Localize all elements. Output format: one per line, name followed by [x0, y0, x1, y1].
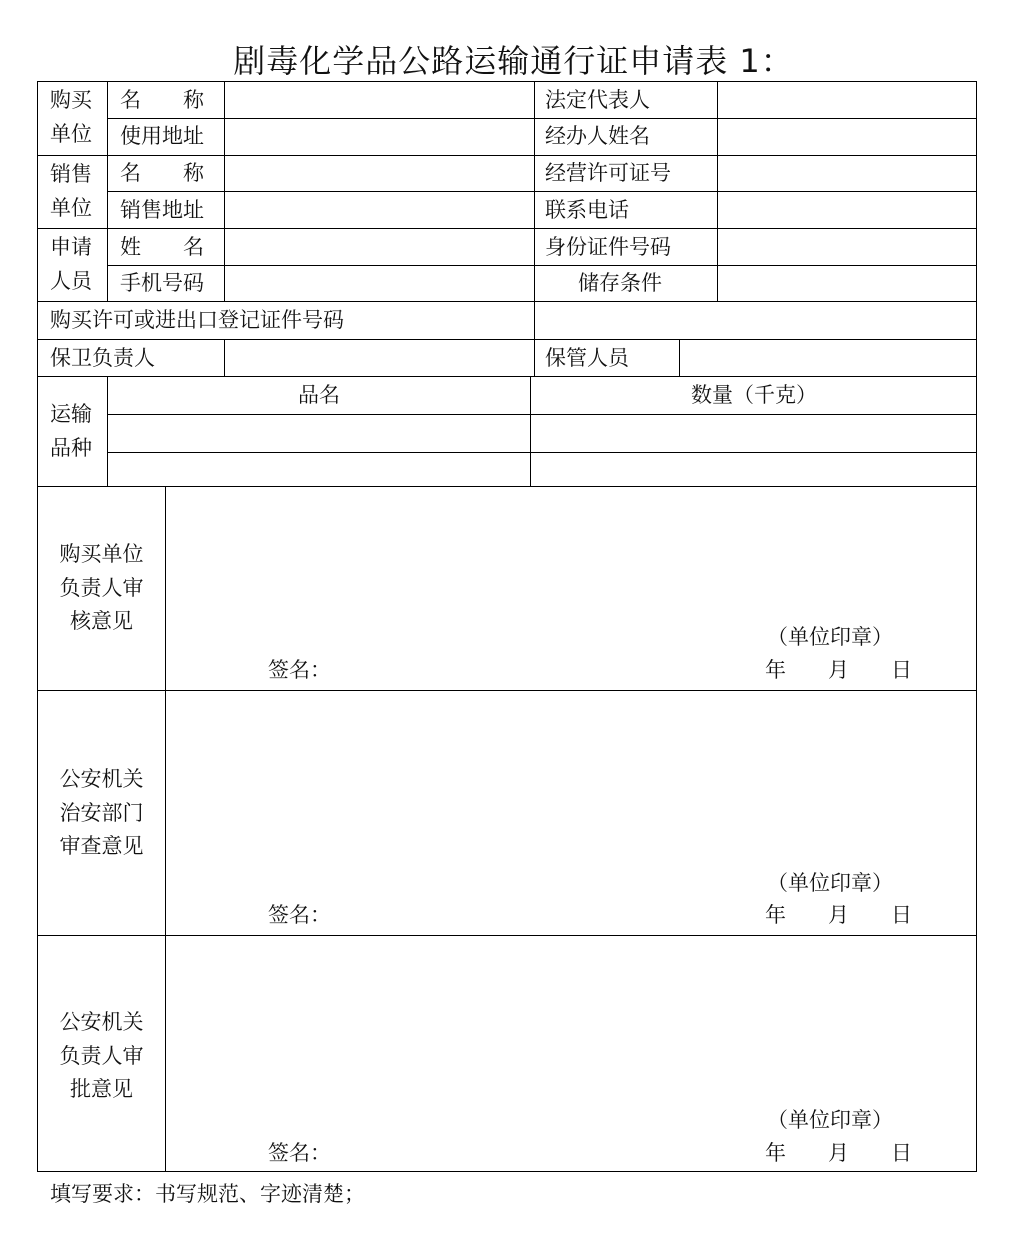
applicant-name-label: 姓 名	[120, 235, 204, 259]
handler-name-field[interactable]	[718, 119, 977, 155]
quantity-header: 数量（千克）	[691, 383, 817, 407]
business-license-field[interactable]	[718, 156, 977, 191]
permit-number-field[interactable]	[535, 302, 977, 339]
storage-conditions-field[interactable]	[718, 266, 977, 301]
security-officer-field[interactable]	[225, 340, 534, 376]
seller-group-label-2: 单位	[50, 196, 92, 220]
review-label-line-1: 公安机关	[59, 767, 144, 791]
review-label-line-3: 批意见	[70, 1077, 133, 1101]
contact-phone-field[interactable]	[718, 192, 977, 228]
review-label-line-1: 公安机关	[59, 1010, 144, 1034]
review-label-line-2: 治安部门	[59, 801, 144, 825]
transport-group-label-2: 品种	[50, 436, 92, 460]
date-label: 年 月 日	[765, 658, 912, 682]
application-form-table	[37, 81, 977, 1172]
permit-number-label: 购买许可或进出口登记证件号码	[50, 308, 344, 332]
filling-requirements-note: 填写要求：书写规范、字迹清楚；	[50, 1182, 365, 1206]
review-label-line-1: 购买单位	[59, 542, 144, 566]
quantity-cell[interactable]	[531, 453, 977, 486]
custodian-label: 保管人员	[545, 346, 629, 370]
applicant-name-field[interactable]	[225, 229, 534, 265]
seal-label: （单位印章）	[767, 871, 893, 895]
applicant-group-label-2: 人员	[50, 269, 92, 293]
seller-address-label: 销售地址	[120, 198, 204, 222]
seller-name-label: 名 称	[120, 161, 204, 185]
review-label-line-3: 核意见	[70, 609, 133, 633]
date-label: 年 月 日	[765, 1141, 912, 1165]
buyer-name-label: 名 称	[120, 88, 204, 112]
public-security-review-area[interactable]	[166, 691, 977, 935]
custodian-field[interactable]	[680, 340, 977, 376]
review-label-line-2: 负责人审	[59, 576, 144, 600]
contact-phone-label: 联系电话	[545, 198, 629, 222]
date-label: 年 月 日	[765, 903, 912, 927]
signature-label: 签名：	[268, 658, 331, 682]
transport-group-label-1: 运输	[50, 402, 92, 426]
buyer-group-label-2: 单位	[50, 122, 92, 146]
seal-label: （单位印章）	[767, 625, 893, 649]
review-label-line-2: 负责人审	[59, 1044, 144, 1068]
seller-name-field[interactable]	[225, 156, 534, 191]
form-title: 剧毒化学品公路运输通行证申请表 1：	[233, 42, 794, 80]
product-name-cell[interactable]	[108, 415, 530, 452]
applicant-group-label-1: 申请	[50, 235, 92, 259]
buyer-address-label: 使用地址	[120, 124, 204, 148]
product-name-cell[interactable]	[108, 453, 530, 486]
id-number-field[interactable]	[718, 229, 977, 265]
storage-conditions-label: 储存条件	[578, 271, 662, 295]
legal-representative-field[interactable]	[718, 82, 977, 118]
signature-label: 签名：	[268, 903, 331, 927]
seller-group-label-1: 销售	[50, 162, 92, 186]
row-divider	[38, 376, 977, 377]
signature-label: 签名：	[268, 1141, 331, 1165]
product-name-header: 品名	[298, 383, 340, 407]
business-license-label: 经营许可证号	[545, 161, 671, 185]
handler-name-label: 经办人姓名	[545, 124, 650, 148]
review-label-line-3: 审查意见	[59, 834, 144, 858]
mobile-number-field[interactable]	[225, 266, 534, 301]
police-approval-area[interactable]	[166, 936, 977, 1172]
mobile-number-label: 手机号码	[120, 271, 204, 295]
id-number-label: 身份证件号码	[545, 235, 671, 259]
legal-representative-label: 法定代表人	[545, 88, 650, 112]
security-officer-label: 保卫负责人	[50, 346, 155, 370]
quantity-cell[interactable]	[531, 415, 977, 452]
buyer-name-field[interactable]	[225, 82, 534, 118]
seal-label: （单位印章）	[767, 1108, 893, 1132]
column-divider	[107, 82, 108, 301]
buyer-address-field[interactable]	[225, 119, 534, 155]
buyer-group-label-1: 购买	[50, 88, 92, 112]
seller-address-field[interactable]	[225, 192, 534, 228]
